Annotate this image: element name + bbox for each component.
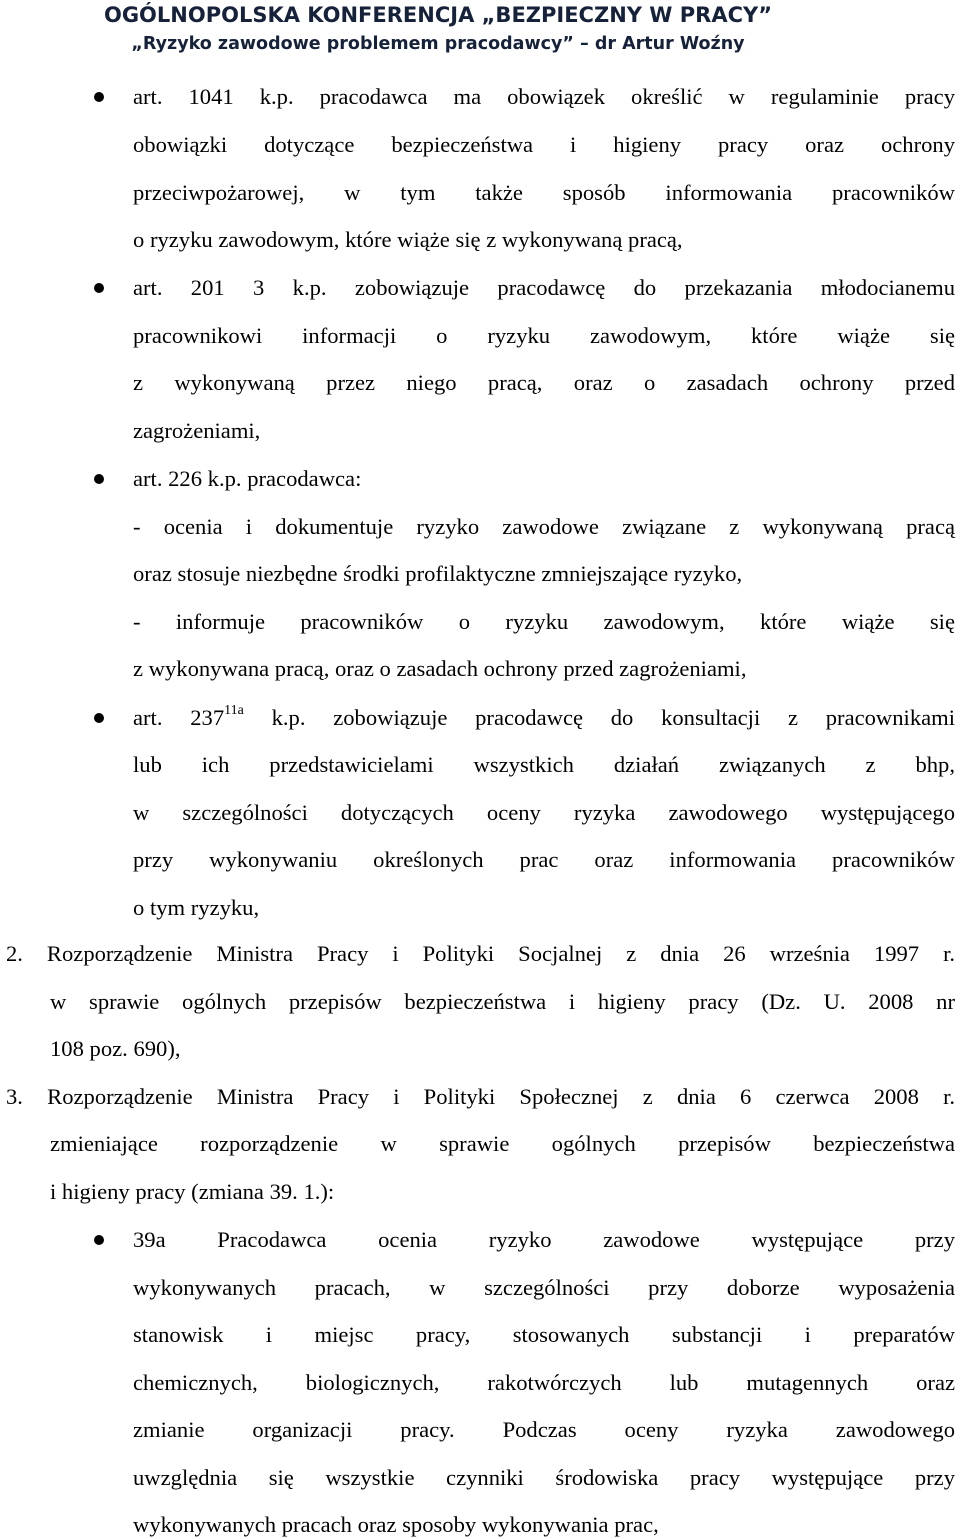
bullet-icon: [94, 283, 104, 293]
paragraph-line: chemicznych, biologicznych, rakotwórczych lub mutagennych oraz: [133, 1370, 955, 1395]
bullet-icon: [94, 713, 104, 723]
bullet-icon: [94, 1235, 104, 1245]
article-text: k.p. zobowiązuje pracodawcę do konsultacji z pracownikami: [243, 705, 955, 730]
paragraph-line: 39a Pracodawca ocenia ryzyko zawodowe występujące przy: [133, 1227, 955, 1252]
paragraph-line: - ocenia i dokumentuje ryzyko zawodowe związane z wykonywaną pracą: [133, 514, 955, 539]
paragraph-line: zmianie organizacji pracy. Podczas oceny ryzyka zawodowego: [133, 1417, 955, 1442]
superscript: 11a: [224, 703, 244, 718]
paragraph-line: o ryzyku zawodowym, które wiąże się z wykonywaną pracą,: [133, 227, 683, 252]
numbered-paragraph-line: 2. Rozporządzenie Ministra Pracy i Polityki Socjalnej z dnia 26 września 1997 r.: [6, 941, 955, 966]
numbered-paragraph-line: 3. Rozporządzenie Ministra Pracy i Polityki Społecznej z dnia 6 czerwca 2008 r.: [6, 1084, 955, 1109]
paragraph-line: przeciwpożarowej, w tym także sposób informowania pracowników: [133, 180, 955, 205]
article-ref: art. 237: [133, 705, 225, 730]
paragraph-line: - informuje pracowników o ryzyku zawodowym, które wiąże się: [133, 609, 955, 634]
paragraph-line: pracownikowi informacji o ryzyku zawodowym, które wiąże się: [133, 323, 955, 348]
paragraph-line: o tym ryzyku,: [133, 895, 260, 920]
paragraph-line: obowiązki dotyczące bezpieczeństwa i higieny pracy oraz ochrony: [133, 132, 955, 157]
paragraph-line: art. 226 k.p. pracodawca:: [133, 466, 362, 491]
paragraph-line: zagrożeniami,: [133, 418, 261, 443]
paragraph-line: wykonywanych pracach oraz sposoby wykonywania prac,: [133, 1512, 659, 1537]
paragraph-line: z wykonywana pracą, oraz o zasadach ochrony przed zagrożeniami,: [133, 656, 747, 681]
paragraph-line: w szczególności dotyczących oceny ryzyka zawodowego występującego: [133, 800, 955, 825]
bullet-icon: [94, 92, 104, 102]
paragraph-line: art. 1041 k.p. pracodawca ma obowiązek określić w regulaminie pracy: [133, 84, 955, 109]
paragraph-line: i higieny pracy (zmiana 39. 1.):: [50, 1179, 335, 1204]
conference-title: OGÓLNOPOLSKA KONFERENCJA „BEZPIECZNY W PRACY”: [103, 3, 773, 27]
paragraph-line: uwzględnia się wszystkie czynniki środowiska pracy występujące przy: [133, 1465, 955, 1490]
paragraph-line: oraz stosuje niezbędne środki profilaktyczne zmniejszające ryzyko,: [133, 561, 743, 586]
bullet-icon: [94, 474, 104, 484]
paragraph-line: 108 poz. 690),: [50, 1036, 181, 1061]
paragraph-line: stanowisk i miejsc pracy, stosowanych substancji i preparatów: [133, 1322, 955, 1347]
paragraph-line: wykonywanych pracach, w szczególności przy doborze wyposażenia: [133, 1275, 955, 1300]
conference-subtitle: „Ryzyko zawodowe problemem pracodawcy” – dr Artur Woźny: [131, 34, 745, 54]
paragraph-line: przy wykonywaniu określonych prac oraz informowania pracowników: [133, 847, 955, 872]
paragraph-line: lub ich przedstawicielami wszystkich działań związanych z bhp,: [133, 752, 955, 777]
paragraph-line: [133, 704, 955, 736]
paragraph-line: zmieniające rozporządzenie w sprawie ogólnych przepisów bezpieczeństwa: [50, 1131, 955, 1156]
paragraph-line: z wykonywaną przez niego pracą, oraz o zasadach ochrony przed: [133, 370, 955, 395]
paragraph-line: art. 201 3 k.p. zobowiązuje pracodawcę do przekazania młodocianemu: [133, 275, 955, 300]
paragraph-line: w sprawie ogólnych przepisów bezpieczeństwa i higieny pracy (Dz. U. 2008 nr: [50, 989, 955, 1014]
